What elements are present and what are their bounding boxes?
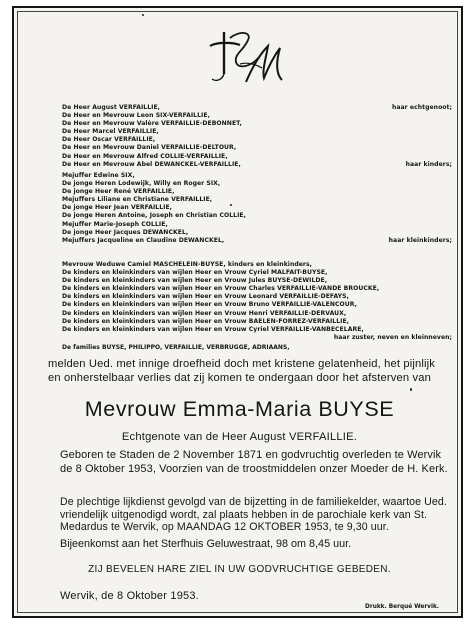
relation-label: haar kinders; <box>405 160 452 168</box>
family-grandchildren <box>62 172 452 245</box>
family-name: De Heer en Mevrouw Abel DEWANCKEL-VERFAILLIE, <box>62 160 241 168</box>
family-name: Mejuffer Marie-Joseph COLLIE, <box>62 220 168 228</box>
family-name: De jonge Heer Jacques DEWANCKEL, <box>62 228 189 236</box>
printer-credit: Drukk. Berqué Wervik. <box>365 604 439 610</box>
family-name: De kinders en kleinkinders van wijlen Heer en Vrouw Jules BUYSE-DEWILDE, <box>62 277 328 285</box>
announcement-text: melden Ued. met innige droefheid doch met kristene gelatenheid, het pijnlijk en onherstelbaar verlies dat zij komen te ondergaan door het afsterven van <box>48 358 436 384</box>
family-name: De Heer en Mevrouw Alfred COLLIE-VERFAILLIE, <box>62 152 228 160</box>
commendation-text: ZIJ BEVELEN HARE ZIEL IN UW GODVRUCHTIGE GEBEDEN. <box>88 564 391 575</box>
family-name: De kinders en kleinkinders van wijlen Heer en Vrouw Cyriel MALFAIT-BUYSE, <box>62 269 328 277</box>
family-name: De Heer en Mevrouw Daniel VERFAILLIE-DELTOUR, <box>62 144 237 152</box>
relation-label: haar echtgenoot; <box>391 104 452 111</box>
family-name: De kinders en kleinkinders van wijlen Heer en Vrouw Charles VERFAILLIE-VANDE BROUCKE, <box>62 285 380 293</box>
relation-label: haar zuster, neven en kleinneven; <box>333 333 452 341</box>
family-name: De Heer Oscar VERFAILLIE, <box>62 136 156 144</box>
family-name: De Heer August VERFAILLIE, <box>62 104 161 111</box>
cross-monogram-icon <box>196 24 292 94</box>
memorial-card <box>12 6 463 618</box>
family-name: De kinders en kleinkinders van wijlen Heer en Vrouw Henri VERFAILLIE-DERVAUX, <box>62 309 347 317</box>
print-speck <box>410 388 412 391</box>
relation-label: haar kleinkinders; <box>388 236 452 244</box>
families-line: De families BUYSE, PHILIPPO, VERFAILLIE, VERBRUGGE, ADRIAANS, <box>62 344 290 351</box>
family-name: De jonge Heren Lodewijk, Willy en Roger SIX, <box>62 180 221 188</box>
place-date: Wervik, de 8 Oktober 1953. <box>60 590 199 602</box>
family-name: De jonge Heren Antoine, Joseph en Christian COLLIE, <box>62 212 246 220</box>
funeral-service-text: De plechtige lijkdienst gevolgd van de bijzetting in de familiekelder, waartoe Ued. vriendelijk uitgenodigd wordt, zal plaats hebben in de parochiale kerk van St. Medardus te Wervik, op MAANDAG 12 OKTOBER 1953, te 9,30 uur. <box>60 496 447 534</box>
family-name: Mejuffers Liliane en Christiane VERFAILLIE, <box>62 196 213 204</box>
spouse-line: Echtgenote van de Heer August VERFAILLIE. <box>121 431 358 443</box>
family-name: De jonge Heer René VERFAILLIE, <box>62 188 175 196</box>
print-speck <box>142 14 144 16</box>
family-name: De jonge Heer Jean VERFAILLIE, <box>62 204 173 212</box>
family-name: Mevrouw Weduwe Camiel MASCHELEIN-BUYSE, kinders en kleinkinders, <box>62 261 313 268</box>
family-name: De Heer en Mevrouw Leon SIX-VERFAILLIE, <box>62 112 210 120</box>
family-name: De kinders en kleinkinders van wijlen Heer en Vrouw Bruno VERFAILLIE-VALENCOUR, <box>62 301 357 309</box>
family-name: De kinders en kleinkinders van wijlen Heer en Vrouw BAELEN-FORREZ-VERFAILLIE, <box>62 317 350 325</box>
family-name: De kinders en kleinkinders van wijlen Heer en Vrouw Cyriel VERFAILLIE-VANBECELARE, <box>62 325 364 333</box>
family-relatives <box>62 261 452 342</box>
family-name: De kinders en kleinkinders van wijlen Heer en Vrouw Leonard VERFAILLIE-DEFAYS, <box>62 293 349 301</box>
gathering-text: Bijeenkomst aan het Sterfhuis Geluwestraat, 98 om 8,45 uur. <box>60 538 352 550</box>
family-spouse-children <box>62 104 452 169</box>
family-name: Mejuffer Edwine SIX, <box>62 172 135 179</box>
deceased-name: Mevrouw Emma-Maria BUYSE <box>84 397 395 421</box>
family-name: De Heer Marcel VERFAILLIE, <box>62 128 159 136</box>
family-name: De Heer en Mevrouw Valère VERFAILLIE-DEBONNET, <box>62 120 242 128</box>
biography-text: Geboren te Staden de 2 November 1871 en godvruchtig overleden te Wervik de 8 Oktober 1953, Voorzien van de troostmiddelen onzer Moeder de H. Kerk. <box>60 449 448 475</box>
family-name: Mejuffers Jacqueline en Claudine DEWANCKEL, <box>62 236 225 244</box>
